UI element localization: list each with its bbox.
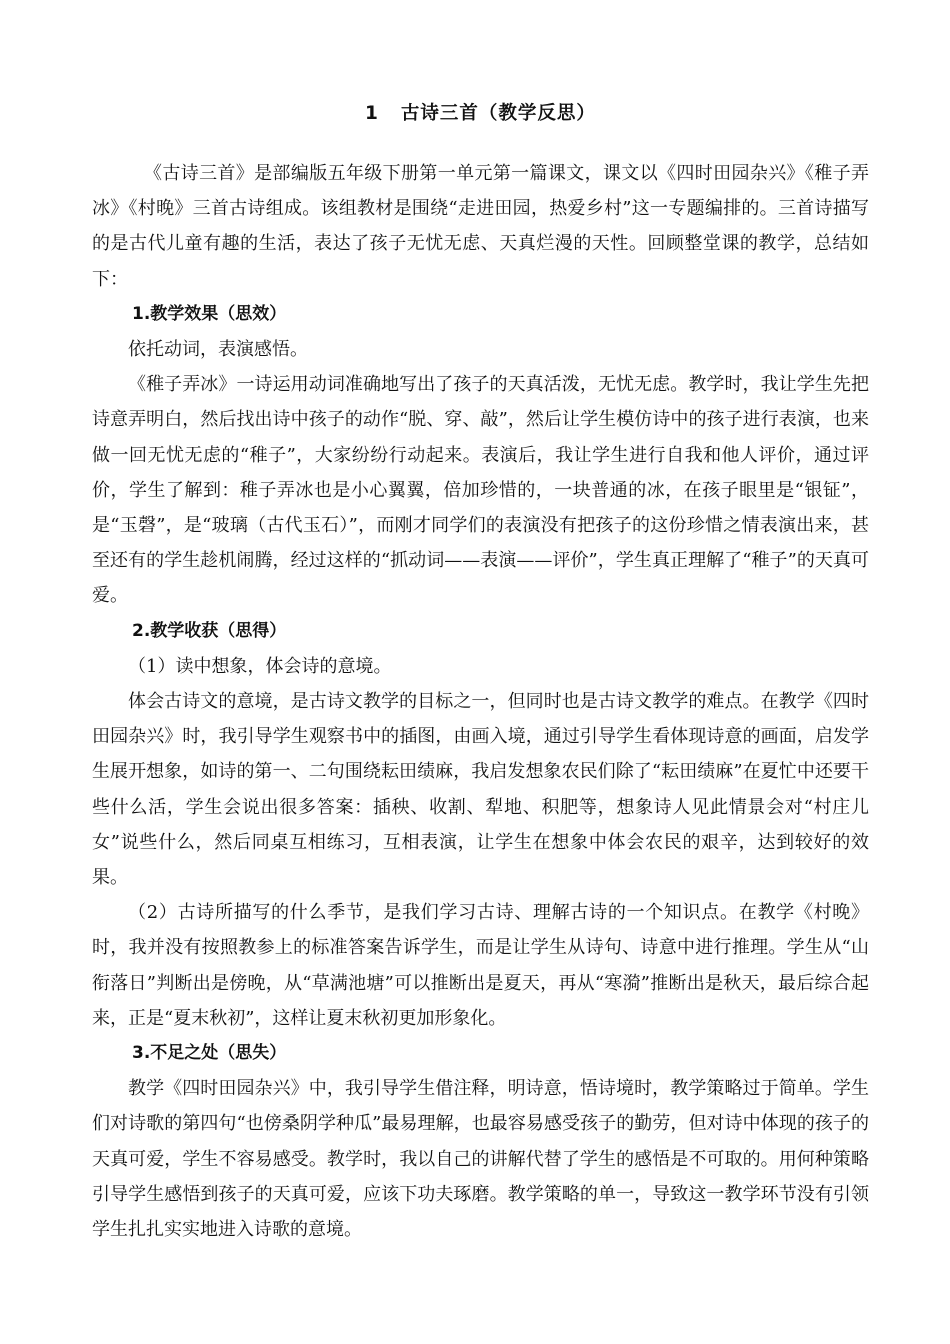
section-2-point-2: （2）古诗所描写的什么季节，是我们学习古诗、理解古诗的一个知识点。在教学《村晚》时，我并没有按照教参上的标准答案告诉学生，而是让学生从诗句、诗意中进行推理。学生从“山衔落日”判断出是傍晚，从“草满池塘”可以推断出是夏天，再从“寒漪”推断出是秋天，最后综合起来，正是“夏末秋初”，这样让夏末秋初更加形象化。 — [92, 902, 869, 1029]
section-3-body: 教学《四时田园杂兴》中，我引导学生借注释，明诗意，悟诗境时，教学策略过于简单。学生们对诗歌的第四句“也傍桑阴学种瓜”最易理解，也最容易感受孩子的勤劳，但对诗中体现的孩子的天真可爱，学生不容易感受。教学时，我以自己的讲解代替了学生的感悟是不可取的。用何种策略引导学生感悟到孩子的天真可爱，应该下功夫琢磨。教学策略的单一，导致这一教学环节没有引领学生扎扎实实地进入诗歌的意境。 — [92, 1078, 869, 1241]
title-text: 古诗三首（教学反思） — [400, 103, 596, 124]
page-title — [92, 96, 869, 132]
section-2-point-1: （1）读中想象，体会诗的意境。 — [128, 655, 392, 677]
section-2-heading: 2.教学收获（思得） — [132, 620, 287, 641]
section-1-subheading: 依托动词，表演感悟。 — [128, 339, 308, 361]
section-2-point-1-body: 体会古诗文的意境，是古诗文教学的目标之一，但同时也是古诗文教学的难点。在教学《四时田园杂兴》时，我引导学生观察书中的插图，由画入境，通过引导学生看体现诗意的画面，启发学生展开想象，如诗的第一、二句围绕耘田绩麻，我启发想象农民们除了“耘田绩麻”在夏忙中还要干些什么活，学生会说出很多答案：插秧、收割、犁地、积肥等，想象诗人见此情景会对“村庄儿女”说些什么，然后同桌互相练习，互相表演，让学生在想象中体会农民的艰辛，达到较好的效果。 — [92, 691, 869, 889]
intro-paragraph: 《古诗三首》是部编版五年级下册第一单元第一篇课文，课文以《四时田园杂兴》《稚子弄冰》《村晚》三首古诗组成。该组教材是围绕“走进田园，热爱乡村”这一专题编排的。三首诗描写的是古代儿童有趣的生活，表达了孩子无忧无虑、天真烂漫的天性。回顾整堂课的教学，总结如下： — [92, 163, 869, 290]
document-page — [92, 96, 869, 1247]
title-number: 1 — [365, 103, 379, 124]
section-3-heading: 3.不足之处（思失） — [132, 1043, 287, 1064]
section-1-heading: 1.教学效果（思效） — [132, 303, 287, 324]
section-1-body: 《稚子弄冰》一诗运用动词准确地写出了孩子的天真活泼，无忧无虑。教学时，我让学生先把诗意弄明白，然后找出诗中孩子的动作“脱、穿、敲”，然后让学生模仿诗中的孩子进行表演，也来做一回无忧无虑的“稚子”，大家纷纷行动起来。表演后，我让学生进行自我和他人评价，通过评价，学生了解到：稚子弄冰也是小心翼翼，倍加珍惜的，一块普通的冰，在孩子眼里是“银钲”，是“玉磬”，是“玻璃（古代玉石）”，而刚才同学们的表演没有把孩子的这份珍惜之情表演出来，甚至还有的学生趁机闹腾，经过这样的“抓动词——表演——评价”，学生真正理解了“稚子”的天真可爱。 — [92, 374, 869, 607]
